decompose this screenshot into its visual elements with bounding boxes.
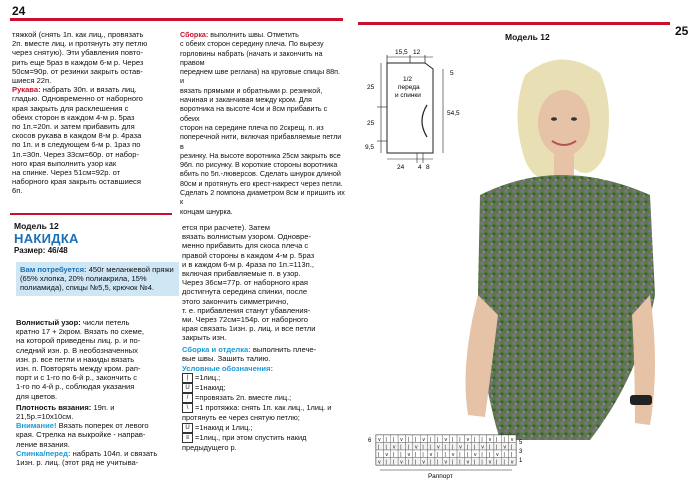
text-line: выполнить плече- — [250, 344, 317, 354]
chart-symbol: v — [422, 459, 425, 466]
chart-symbol: v — [496, 452, 499, 458]
chart-symbol: v — [378, 459, 381, 466]
chart-symbol: | — [437, 452, 439, 458]
chart-symbol: v — [473, 452, 477, 458]
text-line: ление вязания. — [16, 439, 70, 449]
text-line: 96п. по рисунку. В короткие стороны воротника — [180, 160, 338, 170]
chart-cell — [383, 443, 390, 451]
text-line: менно прибавить для скоса плеча с — [182, 241, 309, 251]
back-front-label: Спинка/перед: — [16, 448, 71, 458]
chart-cell — [391, 450, 398, 458]
legend-text: =провязать 2п. вместе лиц.; — [195, 393, 292, 403]
density-label: Плотность вязания: — [16, 402, 92, 412]
chart-symbol: v — [444, 437, 447, 443]
text-line: 50см=90р. от резинки закрыть остав- — [12, 66, 143, 76]
model-photo — [440, 45, 695, 445]
chart-symbol: | — [481, 452, 483, 458]
chart-symbol: | — [496, 444, 498, 451]
text-line: воротника на высоте 4см и 8см прибавить с обеих — [180, 104, 328, 123]
chart-symbol: | — [473, 437, 476, 443]
chart-symbol: | — [459, 437, 461, 443]
text-line: на спинке. Через 51см=92р. от — [12, 168, 121, 178]
chart-cell — [383, 458, 390, 466]
text-line: достигнута середина спинки, после — [182, 287, 308, 297]
chart-cell — [501, 458, 508, 466]
text-line: вые швы. Зашить талию. — [182, 353, 271, 363]
inner-label: переда — [398, 84, 420, 91]
dim-label: 25 — [367, 120, 375, 127]
chart-cell — [487, 443, 494, 451]
dim-label: 9,5 — [365, 144, 375, 151]
chart-cell — [428, 458, 435, 466]
text-line: изн. п. Повторять между кром. рап- — [16, 364, 141, 374]
chart-cell — [479, 450, 486, 458]
assembly-label: Сборка и отделка: — [182, 344, 251, 354]
model-photo-drawing — [440, 45, 695, 445]
chart-symbol: | — [385, 459, 387, 466]
chart-cell — [413, 435, 420, 443]
text-line: Через 36см=77р. от наборного края — [182, 278, 309, 288]
text-line: закрыть изн. — [182, 333, 227, 343]
chart-cell — [435, 458, 442, 466]
chart-symbol: v — [400, 437, 403, 443]
chart-cell — [472, 443, 479, 451]
legend-title: Условные обозначения: — [182, 364, 274, 374]
chart-symbol: v — [488, 437, 492, 443]
text-line: числи петель — [80, 318, 130, 327]
chart-symbol: | — [503, 459, 505, 466]
row-label: 3 — [519, 449, 523, 455]
text-line: наборного края закрыть оставшиеся — [12, 177, 141, 187]
chart-symbol: | — [459, 459, 461, 466]
text-column-1-top — [12, 30, 172, 196]
chart-cell — [391, 435, 398, 443]
chart-symbol: v — [385, 452, 389, 458]
legend-text: =1накид; — [195, 383, 226, 393]
neck — [554, 153, 574, 175]
text-line: т. е. прибавления станут убавления- — [182, 305, 311, 315]
text-line: края закрыть для расклешения с — [12, 103, 129, 113]
text-line: вязать волнистым узором. Одновре- — [182, 232, 311, 242]
chart-cell — [450, 458, 457, 466]
chart-symbol: | — [378, 444, 380, 451]
chart-symbol: v — [437, 444, 440, 451]
page-number-right: 25 — [675, 24, 689, 38]
dim-label: 25 — [367, 84, 375, 91]
chart-cell — [391, 458, 398, 466]
inner-label: и спинки — [395, 92, 421, 99]
chart-symbol: | — [481, 459, 483, 466]
text-line: вбить по 5п.-люверсов. Сделать шнурок длиной — [180, 169, 341, 179]
chart-cell — [509, 443, 516, 451]
chart-symbol: v — [400, 459, 403, 466]
text-line: изн. р. все петли и накиды вязать — [16, 354, 135, 364]
text-column-2-bottom — [182, 223, 345, 452]
chart-cell — [457, 458, 464, 466]
chart-cell — [383, 435, 390, 443]
chart-symbol: v — [466, 437, 470, 443]
text-line: ми. Через 72см=154р. от наборного — [182, 315, 308, 325]
text-line: 80см и протянуть его крест-накрест через петли. — [180, 178, 343, 188]
text-line: включая прибавляемые п. в узор. — [182, 269, 301, 279]
chart-cell — [420, 450, 427, 458]
chart-symbol: | — [510, 444, 513, 451]
model-label: Модель 12 — [14, 221, 59, 231]
text-line: на которой приведены лиц. р. и по- — [16, 336, 141, 346]
row-label: 6 — [368, 438, 372, 444]
text-column-1-bottom — [16, 318, 174, 467]
chart-symbol: v — [422, 437, 425, 443]
chart-cell — [494, 443, 501, 451]
arm-right — [632, 295, 655, 425]
legend-item — [182, 373, 345, 383]
dim-label: 8 — [426, 164, 430, 171]
dim-label: 15,5 — [395, 49, 408, 56]
text-line: сторон на середине плеча по 2скрещ. п. из — [180, 122, 324, 132]
chart-symbol: v — [444, 459, 447, 466]
eye — [551, 117, 557, 121]
text-line: ется при расчете). Затем — [182, 223, 270, 232]
materials-box — [16, 262, 179, 296]
chart-symbol: | — [444, 444, 446, 451]
section-divider — [10, 213, 172, 215]
chart-symbol: | — [466, 452, 468, 458]
text-line: 1п.=30п. Через 33см=60р. от набор- — [12, 149, 139, 159]
legend-text: =1лиц.; — [195, 373, 221, 383]
chart-symbol: | — [451, 444, 454, 451]
chart-cell — [413, 450, 420, 458]
text-line: начиная и заканчивая между кром. Для — [180, 95, 312, 105]
text-line: скосов рукава в каждом 8-м р. 4раза — [12, 131, 142, 141]
text-line: кратно 17 + 2кром. Вязать по схеме, — [16, 327, 145, 337]
chart-symbol: | — [400, 452, 402, 458]
chart-symbol: v — [459, 444, 462, 451]
materials-label: Вам потребуется: — [20, 265, 87, 274]
chart-cell — [509, 450, 516, 458]
chart-symbol: v — [503, 444, 506, 451]
chart-cell — [420, 443, 427, 451]
chart-symbol: | — [503, 437, 505, 443]
chart-symbol: | — [400, 444, 402, 451]
eye — [571, 117, 577, 121]
row-label: 1 — [519, 458, 523, 464]
chart-symbol: | — [437, 459, 439, 466]
pattern-label: Волнистый узор: — [16, 318, 81, 327]
text-line: 21,5р.=10х10см. — [16, 412, 74, 422]
chart-symbol: v — [481, 444, 484, 451]
chart-symbol: | — [496, 437, 498, 443]
chart-symbol: v — [392, 444, 396, 451]
sleeve-label: Рукава: — [12, 85, 41, 95]
density-value: 19п. и — [93, 402, 115, 412]
chart-symbol: | — [510, 452, 513, 458]
legend — [182, 373, 345, 452]
materials-text: 450г меланжевой пряжи (65% хлопка, 20% полиакрила, 15% полиамида), спицы №5,5, крючок №4. — [20, 265, 174, 293]
chart-symbol: | — [429, 459, 432, 466]
chart-symbol: | — [392, 459, 395, 466]
text-line: порт и с 1-го по 6-й р., закончить с — [16, 373, 138, 383]
chart-cell — [442, 443, 449, 451]
chart-cell — [494, 458, 501, 466]
header-rule-right — [358, 22, 670, 25]
legend-item — [182, 393, 345, 403]
chart-symbol: v — [488, 459, 492, 466]
text-line: 1изн. р. лиц. (этот ряд не учитыва- — [16, 458, 139, 468]
legend-item — [182, 423, 345, 433]
chart-symbol: | — [385, 444, 387, 451]
chart-symbol: | — [466, 444, 468, 451]
chart-cell — [479, 435, 486, 443]
chart-cell — [487, 450, 494, 458]
text-line: следний изн. р. В необозначенных — [16, 345, 138, 355]
dim-label: 24 — [397, 164, 405, 171]
chart-symbol: v — [451, 452, 455, 458]
text-line: с обеих сторон середину плеча. По вырезу — [180, 39, 324, 49]
chart-cell — [494, 435, 501, 443]
text-line: концам шнурка. — [180, 206, 233, 216]
chart-cell — [428, 443, 435, 451]
text-line: 6п. — [12, 186, 23, 196]
chart-symbol: | — [407, 437, 409, 443]
chart-symbol: | — [473, 459, 476, 466]
legend-text: =1 протяжка: снять 1п. как лиц., 1лиц. и протянуть ее через снятую петлю; — [182, 403, 332, 423]
dim-label: 5 — [450, 70, 454, 77]
text-line: Сделать 2 помпона диаметром 8см и пришить их к — [180, 188, 345, 207]
chart-symbol: v — [510, 459, 514, 466]
legend-text: =1накид и 1лиц.; — [195, 422, 253, 432]
inner-label: 1/2 — [403, 76, 413, 83]
chart-cell — [413, 458, 420, 466]
chart-cell — [405, 435, 412, 443]
text-line: резинку. На высоте воротника 25см закрыть все — [180, 150, 341, 160]
legend-item — [182, 383, 345, 393]
text-line: гладью. Одновременно от наборного — [12, 94, 143, 104]
text-line: горловины набрать (начать и закончить на правом — [180, 48, 323, 67]
chart-symbol: | — [378, 452, 380, 458]
chart-symbol: | — [459, 452, 461, 458]
row-label: 5 — [519, 440, 523, 446]
page-title: НАКИДКА — [14, 231, 79, 246]
chart-symbol: v — [415, 444, 418, 451]
text-line: вязать прямыми и обратными р. резинкой, — [180, 85, 323, 95]
text-line: и в каждом 6-м р. 4раза по 1п.=113п., — [182, 259, 314, 269]
text-line: 1-го по 4-й р., соблюдая указания — [16, 382, 135, 392]
chart-symbol: | — [488, 452, 491, 458]
yo-knit-symbol-icon: Ū — [182, 423, 193, 433]
text-line: выполнить швы. Отметить — [208, 30, 299, 39]
text-line: для цветов. — [16, 391, 58, 401]
text-line: 2п. вместе лиц. и протянуть эту петлю — [12, 39, 148, 49]
text-line: поперечной нити, включая прибавляемые петли в — [180, 132, 342, 151]
text-line: переднем шве реглана) на круговые спицы 88п. и — [180, 67, 341, 86]
chart-symbol: | — [392, 437, 395, 443]
chart-cell — [435, 450, 442, 458]
text-line: рить еще 5раз в каждом 6-м р. Через — [12, 57, 144, 67]
attention-label: Внимание! — [16, 421, 57, 431]
chart-symbol: | — [496, 459, 498, 466]
text-line: по 1п. и в следующем 6-м р. 1раз по — [12, 140, 141, 150]
chart-symbol: | — [415, 459, 417, 466]
chart-symbol: | — [415, 452, 417, 458]
assembly-top-label: Сборка: — [180, 30, 209, 39]
chart-symbol: | — [415, 437, 417, 443]
legend-text: =1лиц., при этом спустить накид предыдущего р. — [182, 432, 307, 452]
knitting-chart — [366, 432, 526, 482]
legend-item — [182, 403, 345, 422]
chart-cell — [464, 450, 471, 458]
chart-cell — [435, 435, 442, 443]
chart-symbol: | — [481, 437, 483, 443]
chart-symbol: | — [392, 452, 395, 458]
chart-symbol: | — [437, 437, 439, 443]
model-label-right: Модель 12 — [505, 32, 550, 42]
chart-cell — [405, 443, 412, 451]
knit-symbol-icon: | — [182, 373, 193, 383]
chart-symbol: | — [429, 437, 432, 443]
text-line: этого закончить симметрично, — [182, 296, 289, 306]
chart-cell — [398, 450, 405, 458]
chart-cell — [376, 450, 383, 458]
text-line: набрать 104п. и связать — [70, 448, 158, 458]
chart-cell — [457, 435, 464, 443]
text-line: шиеся 22п. — [12, 76, 52, 86]
chart-symbol: | — [473, 444, 476, 451]
chart-symbol: | — [422, 444, 424, 451]
chart-cell — [428, 435, 435, 443]
skp-symbol-icon: \ — [182, 403, 193, 413]
text-line: Вязать поперек от левого — [56, 421, 149, 431]
legend-item — [182, 433, 345, 452]
text-line: ного края выполнить узор как — [12, 158, 117, 168]
chart-symbol: v — [466, 459, 470, 466]
page-number-left: 24 — [12, 4, 26, 18]
chart-symbol: | — [422, 452, 424, 458]
chart-cells — [376, 435, 516, 466]
chart-cell — [472, 435, 479, 443]
chart-symbol: | — [385, 437, 387, 443]
text-line: тяжкой (снять 1п. как лиц., провязать — [12, 30, 144, 39]
chart-cell — [442, 450, 449, 458]
header-rule-left — [10, 18, 343, 21]
drop-yo-symbol-icon: ≡ — [182, 433, 193, 443]
text-line: через снятую). Эти убавления повто- — [12, 48, 144, 58]
text-line: набрать 30п. и вязать лиц. — [40, 85, 137, 95]
text-line: края связать 1изн. р. лиц. и все петли — [182, 324, 316, 334]
yarn-over-symbol-icon: U — [182, 383, 193, 393]
chart-cell — [376, 443, 383, 451]
rapport-label: Раппорт — [428, 473, 453, 480]
chart-cell — [457, 450, 464, 458]
poncho — [478, 175, 655, 440]
dim-label: 12 — [413, 49, 421, 56]
chart-symbol: | — [451, 437, 454, 443]
text-line: края. Стрелка на выкройке - направ- — [16, 430, 146, 440]
chart-cell — [464, 443, 471, 451]
chart-symbol: v — [429, 452, 433, 458]
chart-symbol: v — [510, 437, 514, 443]
chart-cell — [450, 443, 457, 451]
chart-symbol: | — [503, 452, 505, 458]
chart-symbol: | — [407, 459, 409, 466]
text-line: по 1п.=20п. и затем прибавить для — [12, 122, 135, 132]
dim-label: 54,5 — [447, 110, 460, 117]
chart-cell — [398, 443, 405, 451]
bracelet — [630, 395, 652, 405]
size-label: Размер: 46/48 — [14, 246, 68, 255]
chart-cell — [479, 458, 486, 466]
chart-cell — [450, 435, 457, 443]
face — [538, 90, 590, 156]
text-column-2-top — [180, 30, 345, 216]
text-line: правой стороны в каждом 4-м р. 5раз — [182, 250, 315, 260]
chart-cell — [405, 458, 412, 466]
chart-symbol: v — [407, 452, 411, 458]
chart-symbol: | — [451, 459, 454, 466]
chart-symbol: | — [444, 452, 446, 458]
chart-symbol: | — [488, 444, 491, 451]
dim-label: 4 — [418, 164, 422, 171]
chart-symbol: | — [429, 444, 432, 451]
chart-symbol: v — [378, 437, 381, 443]
chart-symbol: | — [407, 444, 409, 451]
knitting-direction-arrow — [422, 105, 427, 137]
k2tog-symbol-icon: / — [182, 393, 193, 403]
model-block — [14, 221, 174, 255]
chart-cell — [501, 450, 508, 458]
chart-cell — [472, 458, 479, 466]
text-line: обеих сторон в каждом 4-м р. 5раз — [12, 112, 135, 122]
chart-cell — [501, 435, 508, 443]
